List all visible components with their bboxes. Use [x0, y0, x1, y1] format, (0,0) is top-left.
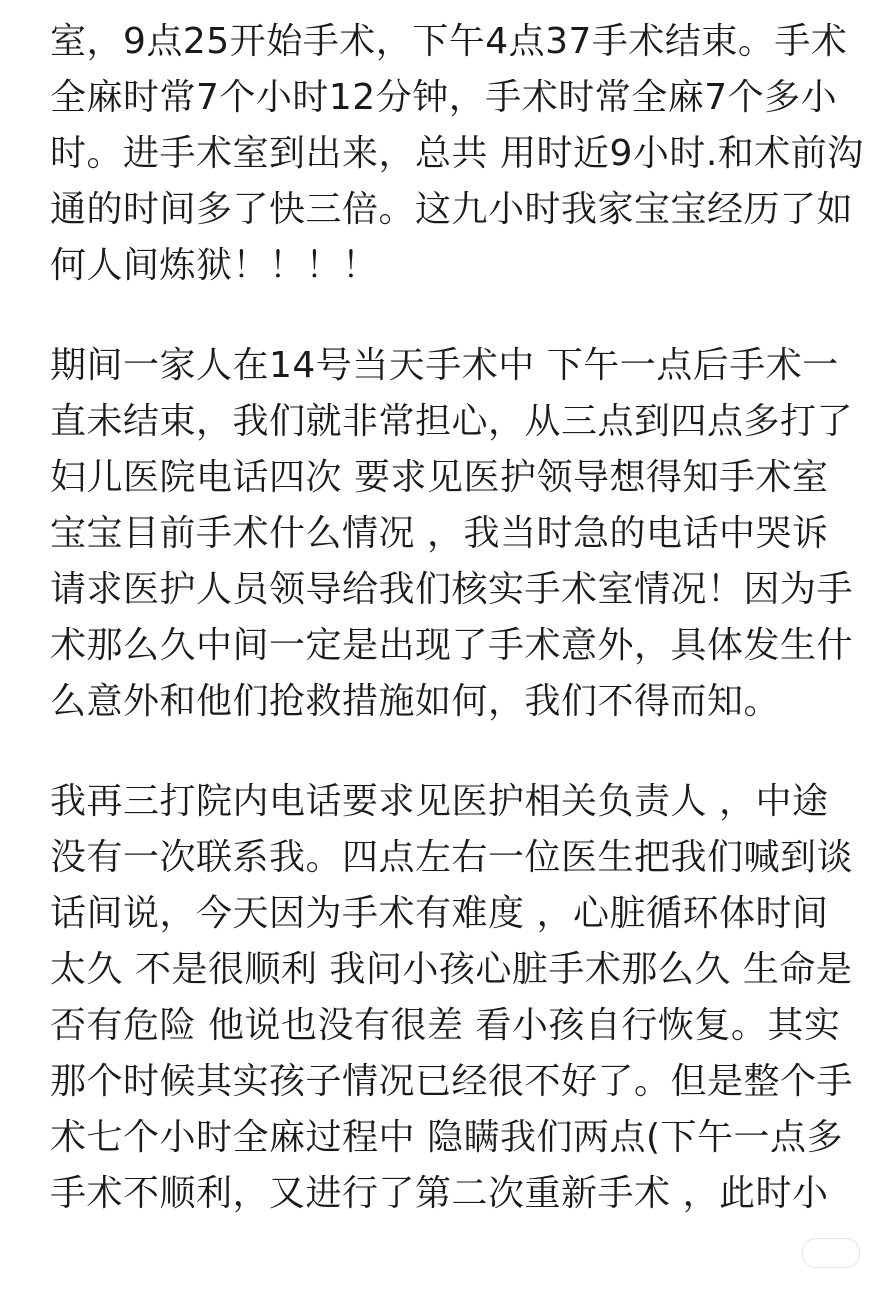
text-line: 没有一次联系我。四点左右一位医生把我们喊到谈 — [50, 837, 854, 878]
text-line: 术那么久中间一定是出现了手术意外，具体发生什 — [50, 625, 854, 666]
text-line: 室，9点25开始手术，下午4点37手术结束。手术 — [50, 21, 848, 62]
text-line: 术七个小时全麻过程中 隐瞒我们两点(下午一点多 — [50, 1117, 843, 1158]
paragraph-gap — [50, 294, 850, 338]
paragraph-1 — [50, 14, 864, 294]
paragraph-3 — [50, 774, 854, 1222]
text-line: 否有危险 他说也没有很差 看小孩自行恢复。其实 — [50, 1005, 841, 1046]
text-line: 话间说，今天因为手术有难度 ，心脏循环体时间 — [50, 893, 829, 934]
text-line: 宝宝目前手术什么情况 ，我当时急的电话中哭诉 — [50, 513, 829, 554]
text-line: 期间一家人在14号当天手术中 下午一点后手术一 — [50, 345, 839, 386]
text-line: 妇儿医院电话四次 要求见医护领导想得知手术室 — [50, 457, 829, 498]
article-body — [50, 14, 864, 1222]
text-line: 那个时候其实孩子情况已经很不好了。但是整个手 — [50, 1061, 854, 1102]
text-line: 通的时间多了快三倍。这九小时我家宝宝经历了如 — [50, 189, 854, 230]
watermark-logo — [802, 1238, 860, 1268]
text-line: 手术不顺利，又进行了第二次重新手术 ，此时小 — [50, 1173, 829, 1214]
text-line: 时。进手术室到出来，总共 用时近9小时.和术前沟 — [50, 133, 864, 174]
text-line: 太久 不是很顺利 我问小孩心脏手术那么久 生命是 — [50, 949, 853, 990]
text-line: 我再三打院内电话要求见医护相关负责人 ，中途 — [50, 781, 829, 822]
text-line: 直未结束，我们就非常担心，从三点到四点多打了 — [50, 401, 854, 442]
text-line: 么意外和他们抢救措施如何，我们不得而知。 — [50, 681, 781, 722]
text-line: 何人间炼狱！！！！ — [50, 245, 379, 286]
paragraph-gap — [50, 730, 850, 774]
text-line: 请求医护人员领导给我们核实手术室情况！因为手 — [50, 569, 854, 610]
text-line: 全麻时常7个小时12分钟，手术时常全麻7个多小 — [50, 77, 838, 118]
paragraph-2 — [50, 338, 854, 730]
